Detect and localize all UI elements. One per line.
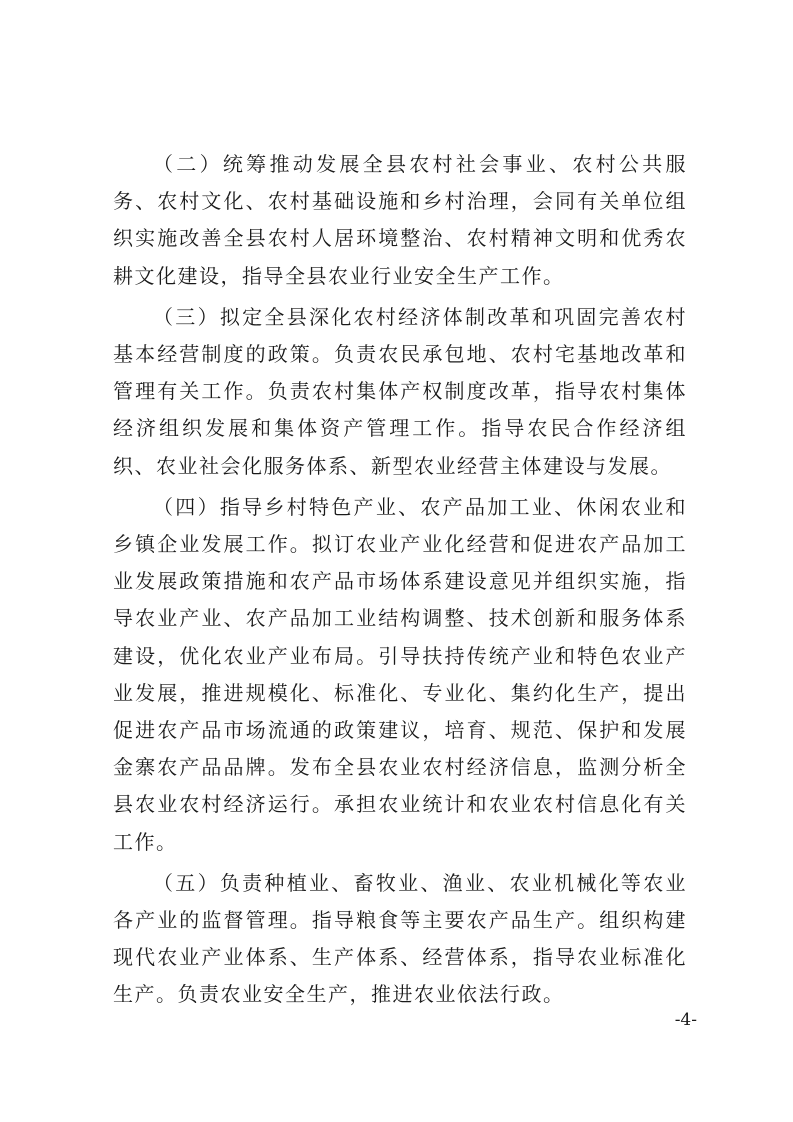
paragraph-5: （五）负责种植业、畜牧业、渔业、农业机械化等农业各产业的监督管理。指导粮食等主要农产品生产。组织构建现代农业产业体系、生产体系、经营体系，指导农业标准化生产。负责农业安全生产，推进农业依法行政。 (113, 870, 687, 1007)
paragraph-3: （三）拟定全县深化农村经济体制改革和巩固完善农村基本经营制度的政策。负责农民承包地、农村宅基地改革和管理有关工作。负责农村集体产权制度改革，指导农村集体经济组织发展和集体资产管理工作。指导农民合作经济组织、农业社会化服务体系、新型农业经营主体建设与发展。 (113, 304, 687, 478)
page-number: -4- (674, 1010, 697, 1030)
document-body (113, 146, 687, 1018)
paragraph-4: （四）指导乡村特色产业、农产品加工业、休闲农业和乡镇企业发展工作。拟订农业产业化经营和促进农产品加工业发展政策措施和农产品市场体系建设意见并组织实施，指导农业产业、农产品加工业结构调整、技术创新和服务体系建设，优化农业产业布局。引导扶持传统产业和特色农业产业发展，推进规模化、标准化、专业化、集约化生产，提出促进农产品市场流通的政策建议，培育、规范、保护和发展金寨农产品品牌。发布全县农业农村经济信息，监测分析全县农业农村经济运行。承担农业统计和农业农村信息化有关工作。 (113, 494, 687, 854)
paragraph-2: （二）统筹推动发展全县农村社会事业、农村公共服务、农村文化、农村基础设施和乡村治理，会同有关单位组织实施改善全县农村人居环境整治、农村精神文明和优秀农耕文化建设，指导全县农业行业安全生产工作。 (113, 152, 687, 288)
